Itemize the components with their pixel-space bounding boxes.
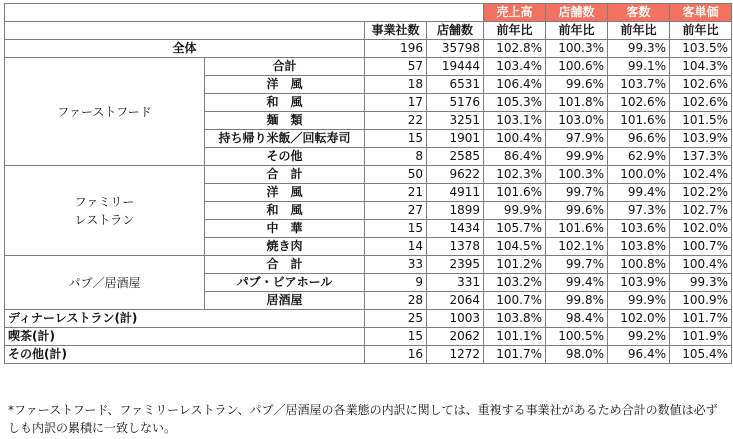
row-label: 洋 風 <box>205 76 365 94</box>
cell: 17 <box>365 94 427 112</box>
cell: 101.7% <box>670 310 732 328</box>
subheader-row <box>5 22 732 40</box>
footnote: *ファーストフード、ファミリーレストラン、パブ／居酒屋の各業態の内訳に関しては、重複する事業社があるため合計の数値は必ずしも内訳の累積に一致しない。 <box>8 403 718 435</box>
cell: 27 <box>365 202 427 220</box>
cell: 102.6% <box>670 76 732 94</box>
cell: 101.6% <box>484 184 546 202</box>
cell: 99.1% <box>608 58 670 76</box>
cell: 16 <box>365 346 427 364</box>
cell: 1003 <box>427 310 484 328</box>
table-row <box>5 310 732 328</box>
cell: 103.0% <box>546 112 608 130</box>
cell: 99.4% <box>608 184 670 202</box>
cell: 86.4% <box>484 148 546 166</box>
cell: 99.6% <box>546 76 608 94</box>
cell: 9 <box>365 274 427 292</box>
cell: 102.0% <box>670 220 732 238</box>
cell: 106.4% <box>484 76 546 94</box>
subheader-blank <box>5 22 365 40</box>
cell: 102.6% <box>670 94 732 112</box>
cell: 103.1% <box>484 112 546 130</box>
cell: 102.4% <box>670 166 732 184</box>
cell: 99.9% <box>484 202 546 220</box>
cell: 101.1% <box>484 328 546 346</box>
cell: 99.4% <box>546 274 608 292</box>
cell: 2064 <box>427 292 484 310</box>
cell: 101.7% <box>484 346 546 364</box>
cell: 331 <box>427 274 484 292</box>
sales-table-wrapper <box>4 3 732 364</box>
cell: 99.8% <box>546 292 608 310</box>
header-blank <box>5 4 484 22</box>
cell: 103.8% <box>484 310 546 328</box>
table-row <box>5 58 732 76</box>
cell: 100.0% <box>608 166 670 184</box>
table-row <box>5 328 732 346</box>
cell: 35798 <box>427 40 484 58</box>
row-label: 焼き肉 <box>205 238 365 256</box>
cell: 25 <box>365 310 427 328</box>
table-row <box>5 346 732 364</box>
cell: 15 <box>365 220 427 238</box>
category-pub-izakaya: パブ／居酒屋 <box>5 256 205 310</box>
col-header-sales: 売上高 <box>484 4 546 22</box>
subheader-stores: 店舗数 <box>427 22 484 40</box>
cell: 99.7% <box>546 184 608 202</box>
cell: 28 <box>365 292 427 310</box>
cell: 101.6% <box>546 220 608 238</box>
cell: 102.0% <box>608 310 670 328</box>
cell: 1901 <box>427 130 484 148</box>
cell: 196 <box>365 40 427 58</box>
cell: 100.3% <box>546 40 608 58</box>
cell: 102.3% <box>484 166 546 184</box>
row-label: 合計 <box>205 58 365 76</box>
cell: 96.6% <box>608 130 670 148</box>
cell: 100.6% <box>546 58 608 76</box>
cell: 1272 <box>427 346 484 364</box>
cell: 33 <box>365 256 427 274</box>
cell: 18 <box>365 76 427 94</box>
cell: 15 <box>365 328 427 346</box>
cell: 101.2% <box>484 256 546 274</box>
cell: 103.8% <box>608 238 670 256</box>
cell: 19444 <box>427 58 484 76</box>
cell: 102.6% <box>608 94 670 112</box>
table-row <box>5 256 732 274</box>
col-header-unit-price: 客単価 <box>670 4 732 22</box>
row-label: 和 風 <box>205 94 365 112</box>
cell: 101.9% <box>670 328 732 346</box>
col-header-customers: 客数 <box>608 4 670 22</box>
cell: 99.3% <box>670 274 732 292</box>
sales-table <box>4 3 732 364</box>
row-label: その他(計) <box>5 346 365 364</box>
cell: 96.4% <box>608 346 670 364</box>
category-family-restaurant-label: ファミリー レストラン <box>74 194 135 227</box>
cell: 98.4% <box>546 310 608 328</box>
cell: 103.5% <box>670 40 732 58</box>
cell: 9622 <box>427 166 484 184</box>
cell: 99.3% <box>608 40 670 58</box>
cell: 100.5% <box>546 328 608 346</box>
cell: 102.8% <box>484 40 546 58</box>
row-label: 洋 風 <box>205 184 365 202</box>
cell: 100.7% <box>484 292 546 310</box>
cell: 103.7% <box>608 76 670 94</box>
cell: 50 <box>365 166 427 184</box>
cell: 2062 <box>427 328 484 346</box>
cell: 22 <box>365 112 427 130</box>
cell: 99.9% <box>546 148 608 166</box>
row-label: パブ・ビアホール <box>205 274 365 292</box>
cell: 101.5% <box>670 112 732 130</box>
cell: 100.3% <box>546 166 608 184</box>
cell: 102.7% <box>670 202 732 220</box>
cell: 57 <box>365 58 427 76</box>
cell: 100.4% <box>670 256 732 274</box>
row-label: 居酒屋 <box>205 292 365 310</box>
cell: 6531 <box>427 76 484 94</box>
cell: 103.4% <box>484 58 546 76</box>
table-row <box>5 166 732 184</box>
cell: 97.9% <box>546 130 608 148</box>
cell: 15 <box>365 130 427 148</box>
cell: 14 <box>365 238 427 256</box>
cell: 100.9% <box>670 292 732 310</box>
row-label: 合 計 <box>205 256 365 274</box>
cell: 105.3% <box>484 94 546 112</box>
cell: 2395 <box>427 256 484 274</box>
row-label: 持ち帰り米飯／回転寿司 <box>205 130 365 148</box>
cell: 21 <box>365 184 427 202</box>
row-label: 麺 類 <box>205 112 365 130</box>
cell: 4911 <box>427 184 484 202</box>
cell: 101.8% <box>546 94 608 112</box>
category-fast-food: ファーストフード <box>5 58 205 166</box>
cell: 104.3% <box>670 58 732 76</box>
col-header-stores: 店舗数 <box>546 4 608 22</box>
subheader-yoy-sales: 前年比 <box>484 22 546 40</box>
cell: 99.6% <box>546 202 608 220</box>
cell: 102.1% <box>546 238 608 256</box>
subheader-yoy-unit-price: 前年比 <box>670 22 732 40</box>
cell: 99.7% <box>546 256 608 274</box>
subheader-companies: 事業社数 <box>365 22 427 40</box>
subheader-yoy-stores: 前年比 <box>546 22 608 40</box>
cell: 105.7% <box>484 220 546 238</box>
cell: 104.5% <box>484 238 546 256</box>
row-label: 中 華 <box>205 220 365 238</box>
cell: 103.9% <box>608 274 670 292</box>
cell: 100.4% <box>484 130 546 148</box>
category-family-restaurant <box>5 166 205 256</box>
row-label: 合 計 <box>205 166 365 184</box>
cell: 101.6% <box>608 112 670 130</box>
cell: 98.0% <box>546 346 608 364</box>
cell: 62.9% <box>608 148 670 166</box>
cell: 103.9% <box>670 130 732 148</box>
total-row <box>5 40 732 58</box>
row-label: 和 風 <box>205 202 365 220</box>
cell: 5176 <box>427 94 484 112</box>
cell: 137.3% <box>670 148 732 166</box>
cell: 8 <box>365 148 427 166</box>
cell: 100.7% <box>670 238 732 256</box>
cell: 105.4% <box>670 346 732 364</box>
header-row <box>5 4 732 22</box>
cell: 100.8% <box>608 256 670 274</box>
subheader-yoy-customers: 前年比 <box>608 22 670 40</box>
cell: 102.2% <box>670 184 732 202</box>
cell: 1434 <box>427 220 484 238</box>
row-label: その他 <box>205 148 365 166</box>
cell: 99.9% <box>608 292 670 310</box>
total-label: 全体 <box>5 40 365 58</box>
cell: 2585 <box>427 148 484 166</box>
cell: 1378 <box>427 238 484 256</box>
row-label: ディナーレストラン(計) <box>5 310 365 328</box>
cell: 3251 <box>427 112 484 130</box>
cell: 103.6% <box>608 220 670 238</box>
cell: 103.2% <box>484 274 546 292</box>
row-label: 喫茶(計) <box>5 328 365 346</box>
cell: 1899 <box>427 202 484 220</box>
cell: 97.3% <box>608 202 670 220</box>
cell: 99.2% <box>608 328 670 346</box>
